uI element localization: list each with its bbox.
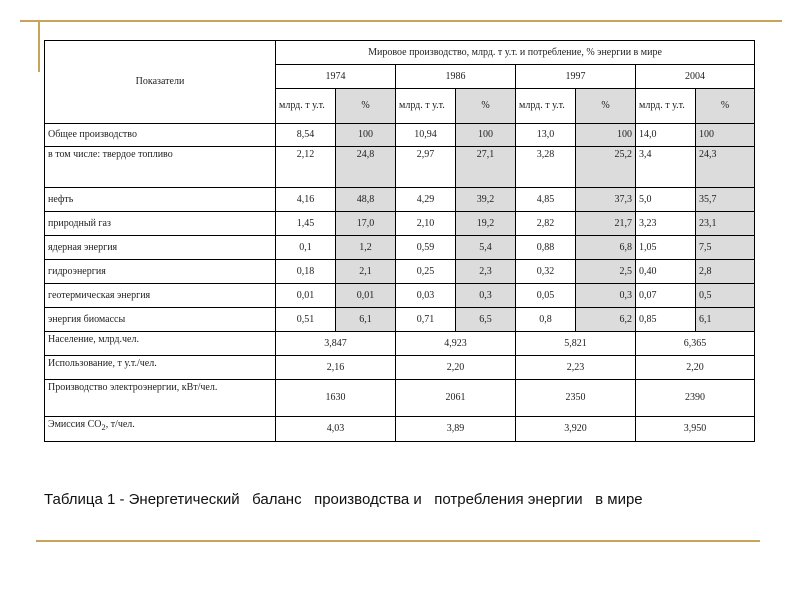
cell-value: 4,85 [516,188,576,212]
row-label: природный газ [45,212,276,236]
cell-value: 2,12 [276,147,336,188]
cell-value: 6,5 [456,308,516,332]
row-label: Общее производство [45,124,276,147]
cell-value: 2,97 [396,147,456,188]
cell-value: 0,1 [276,236,336,260]
header-unit: млрд. т у.т. [636,89,696,124]
row-label: геотермическая энергия [45,284,276,308]
summary-row [45,332,755,356]
cell-value: 2350 [516,380,636,417]
cell-value: 0,01 [336,284,396,308]
header-group-title: Мировое производство, млрд. т у.т. и потребление, % энергии в мире [276,41,755,65]
cell-value: 24,3 [696,147,755,188]
cell-value: 0,8 [516,308,576,332]
table-row [45,212,755,236]
cell-value: 0,3 [456,284,516,308]
cell-value: 0,85 [636,308,696,332]
cell-value: 4,16 [276,188,336,212]
cell-value: 6,8 [576,236,636,260]
co2-label: Эмиссия СО [48,419,102,430]
co2-label-unit: , т/чел. [105,419,135,430]
cell-value: 0,03 [396,284,456,308]
cell-value: 19,2 [456,212,516,236]
cell-value: 7,5 [696,236,755,260]
cell-value: 8,54 [276,124,336,147]
cell-value: 37,3 [576,188,636,212]
cell-value: 2,8 [696,260,755,284]
cell-value: 0,25 [396,260,456,284]
cell-value: 3,950 [636,417,755,442]
cell-value: 3,847 [276,332,396,356]
cell-value: 0,40 [636,260,696,284]
header-percent: % [336,89,396,124]
cell-value: 6,1 [696,308,755,332]
cell-value: 24,8 [336,147,396,188]
cell-value: 1630 [276,380,396,417]
row-label: Население, млрд.чел. [45,332,276,356]
header-year: 1986 [396,65,516,89]
cell-value: 3,23 [636,212,696,236]
cell-value: 5,821 [516,332,636,356]
cell-value: 2,5 [576,260,636,284]
cell-value: 3,920 [516,417,636,442]
cell-value: 2,1 [336,260,396,284]
cell-value: 0,71 [396,308,456,332]
cell-value: 100 [696,124,755,147]
table-row [45,260,755,284]
table-row [45,147,755,188]
energy-balance-table [44,40,755,442]
cell-value: 4,923 [396,332,516,356]
cell-value: 0,5 [696,284,755,308]
row-label: Производство электроэнергии, кВт/чел. [45,380,276,417]
cell-value: 100 [576,124,636,147]
cell-value: 0,32 [516,260,576,284]
cell-value: 0,59 [396,236,456,260]
cell-value: 4,03 [276,417,396,442]
cell-value: 0,01 [276,284,336,308]
cell-value: 2,23 [516,356,636,380]
cell-value: 6,365 [636,332,755,356]
cell-value: 25,2 [576,147,636,188]
summary-row [45,356,755,380]
header-percent: % [456,89,516,124]
cell-value: 0,18 [276,260,336,284]
header-percent: % [576,89,636,124]
cell-value: 0,88 [516,236,576,260]
cell-value: 1,05 [636,236,696,260]
cell-value: 0,05 [516,284,576,308]
cell-value: 2,3 [456,260,516,284]
cell-value: 3,4 [636,147,696,188]
decor-bottom-line [36,540,760,542]
decor-top-line [20,20,782,22]
cell-value: 2390 [636,380,755,417]
header-unit: млрд. т у.т. [396,89,456,124]
row-label: Использование, т у.т./чел. [45,356,276,380]
cell-value: 2,82 [516,212,576,236]
table-row [45,284,755,308]
cell-value: 2,20 [636,356,755,380]
cell-value: 0,3 [576,284,636,308]
table-row [45,236,755,260]
co2-subscript: 2 [101,423,106,432]
row-label: энергия биомассы [45,308,276,332]
cell-value: 1,2 [336,236,396,260]
cell-value: 17,0 [336,212,396,236]
cell-value: 100 [336,124,396,147]
row-label: гидроэнергия [45,260,276,284]
table-caption: Таблица 1 - Энергетический баланс производства и потребления энергии в мире [44,491,643,508]
cell-value: 4,29 [396,188,456,212]
cell-value: 0,51 [276,308,336,332]
cell-value: 2,16 [276,356,396,380]
summary-row [45,417,755,442]
header-unit: млрд. т у.т. [276,89,336,124]
cell-value: 5,0 [636,188,696,212]
cell-value: 0,07 [636,284,696,308]
cell-value: 39,2 [456,188,516,212]
row-label-co2 [45,417,276,442]
cell-value: 3,89 [396,417,516,442]
header-percent: % [696,89,755,124]
row-label: ядерная энергия [45,236,276,260]
header-year: 1974 [276,65,396,89]
cell-value: 21,7 [576,212,636,236]
cell-value: 3,28 [516,147,576,188]
row-label: в том числе: твердое топливо [45,147,276,188]
cell-value: 5,4 [456,236,516,260]
table-row [45,124,755,147]
cell-value: 2,10 [396,212,456,236]
cell-value: 1,45 [276,212,336,236]
cell-value: 2,20 [396,356,516,380]
header-year: 1997 [516,65,636,89]
header-indicators: Показатели [45,41,276,124]
header-unit: млрд. т у.т. [516,89,576,124]
cell-value: 27,1 [456,147,516,188]
cell-value: 6,1 [336,308,396,332]
cell-value: 23,1 [696,212,755,236]
table-row [45,308,755,332]
header-year: 2004 [636,65,755,89]
cell-value: 14,0 [636,124,696,147]
decor-left-line [38,20,40,72]
cell-value: 2061 [396,380,516,417]
cell-value: 35,7 [696,188,755,212]
row-label: нефть [45,188,276,212]
cell-value: 48,8 [336,188,396,212]
cell-value: 100 [456,124,516,147]
cell-value: 13,0 [516,124,576,147]
table-row [45,188,755,212]
cell-value: 6,2 [576,308,636,332]
cell-value: 10,94 [396,124,456,147]
summary-row [45,380,755,417]
